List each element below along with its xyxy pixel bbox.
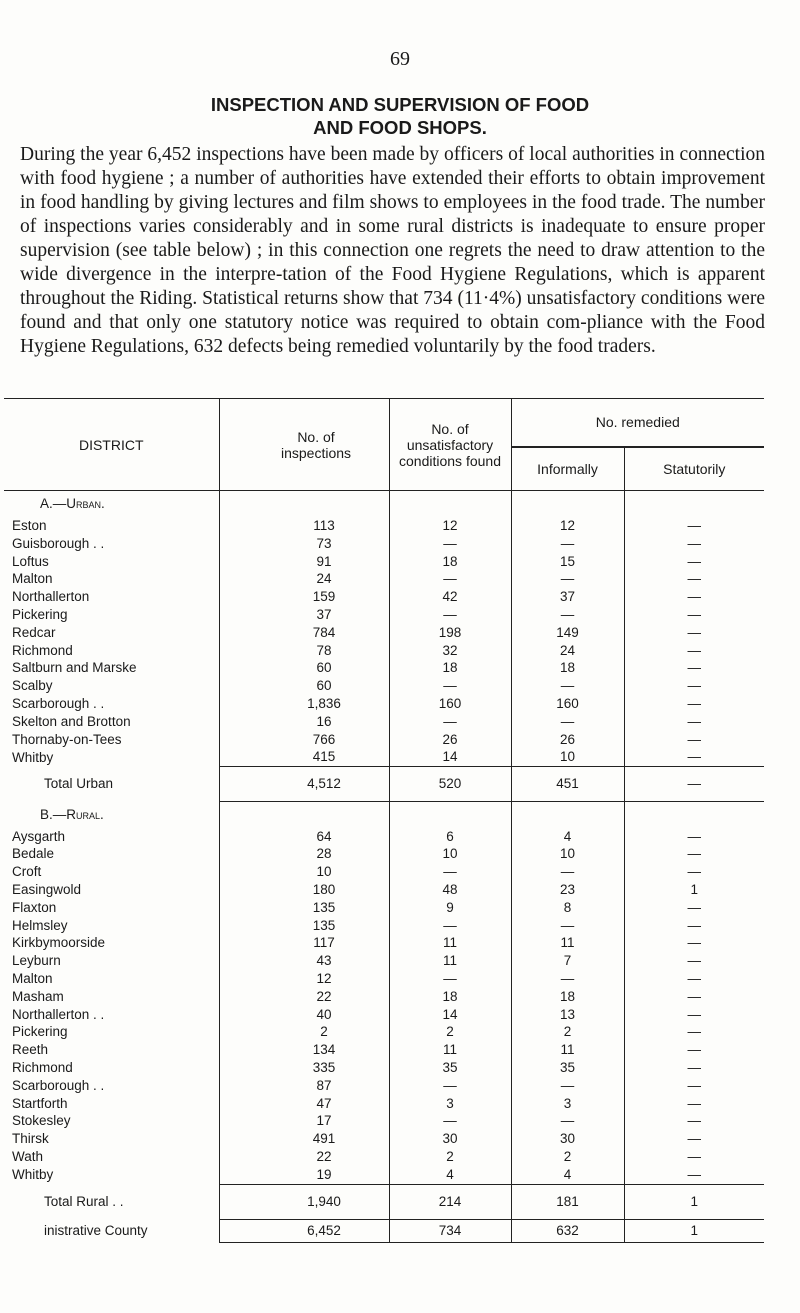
district-name: [4, 1023, 219, 1041]
inspections-cell: 91: [219, 553, 389, 571]
section-rural: [4, 802, 764, 828]
district-name: [4, 606, 219, 624]
total-urban-informally: 451: [511, 767, 624, 802]
inspections-cell: 10: [219, 863, 389, 881]
district-name: [4, 988, 219, 1006]
inspections-cell: 37: [219, 606, 389, 624]
district-label: Easingwold: [12, 882, 82, 898]
statutorily-cell: —: [624, 1166, 764, 1184]
table-row: [4, 1041, 764, 1059]
informally-cell: 15: [511, 553, 624, 571]
unsatisfactory-cell: 35: [389, 1059, 511, 1077]
inspections-cell: 22: [219, 988, 389, 1006]
empty-cell: [219, 802, 389, 828]
district-name: [4, 899, 219, 917]
informally-cell: 11: [511, 934, 624, 952]
district-name: [4, 1059, 219, 1077]
district-name: [4, 642, 219, 660]
district-label: Wath: [12, 1149, 44, 1164]
header-statutorily: Statutorily: [624, 447, 764, 491]
district-label: Scarborough . .: [12, 695, 105, 711]
district-label: Scalby: [12, 678, 53, 694]
district-label: Masham: [12, 988, 64, 1004]
statutorily-cell: —: [624, 553, 764, 571]
informally-cell: 7: [511, 952, 624, 970]
informally-cell: —: [511, 1112, 624, 1130]
inspections-cell: 135: [219, 899, 389, 917]
table-row: [4, 570, 764, 588]
table-row: [4, 1148, 764, 1166]
district-name: [4, 517, 219, 535]
inspections-cell: 60: [219, 677, 389, 695]
district-label: Redcar: [12, 624, 56, 640]
statutorily-cell: —: [624, 642, 764, 660]
district-name: [4, 952, 219, 970]
statutorily-cell: —: [624, 1041, 764, 1059]
district-label: Guisborough . .: [12, 535, 105, 551]
section-urban: [4, 491, 764, 518]
total-urban-statutorily: —: [624, 767, 764, 802]
statutorily-cell: —: [624, 934, 764, 952]
unsatisfactory-cell: 160: [389, 695, 511, 713]
unsatisfactory-cell: 11: [389, 952, 511, 970]
statutorily-cell: —: [624, 1148, 764, 1166]
table-row: [4, 677, 764, 695]
district-label: Saltburn and Marske: [12, 660, 137, 676]
informally-cell: 13: [511, 1006, 624, 1024]
total-county-inspections: 6,452: [219, 1219, 389, 1242]
informally-cell: 2: [511, 1023, 624, 1041]
header-inspections: [219, 399, 389, 491]
table-row: [4, 863, 764, 881]
informally-cell: 18: [511, 659, 624, 677]
district-name: [4, 659, 219, 677]
table-row: [4, 517, 764, 535]
informally-cell: 3: [511, 1095, 624, 1113]
inspections-cell: 16: [219, 713, 389, 731]
table-row: [4, 695, 764, 713]
district-name: [4, 1148, 219, 1166]
title-line-1: INSPECTION AND SUPERVISION OF FOOD: [210, 94, 590, 115]
table-row: [4, 1130, 764, 1148]
table-row: [4, 1112, 764, 1130]
district-name: [4, 677, 219, 695]
district-label: Skelton and Brotton: [12, 713, 131, 729]
inspections-cell: 766: [219, 731, 389, 749]
statutorily-cell: —: [624, 1023, 764, 1041]
district-label: Whitby: [12, 1167, 54, 1183]
district-label: Startforth: [12, 1095, 68, 1111]
unsatisfactory-cell: 198: [389, 624, 511, 642]
statutorily-cell: —: [624, 695, 764, 713]
informally-cell: —: [511, 863, 624, 881]
table-row: [4, 1077, 764, 1095]
district-name: [4, 1041, 219, 1059]
unsatisfactory-cell: —: [389, 713, 511, 731]
table-body: [4, 491, 764, 1243]
district-name: [4, 917, 219, 935]
statutorily-cell: —: [624, 988, 764, 1006]
statutorily-cell: —: [624, 1130, 764, 1148]
intro-paragraph: During the year 6,452 inspections have been made by officers of local authorities in connection with food hygiene ; a number of authorities have extended their efforts to obtain improvement in food handling by giving lectures and film shows to employees in the food trade. The number of inspections varies considerably and in some rural districts is inadequate to ensure proper supervision (see table below) ; in this connection one regrets the need to draw attention to the wide divergence in the interpre-tation of the Food Hygiene Regulations, which is apparent throughout the Riding. Statistical returns show that 734 (11·4%) unsatisfactory conditions were found and that only one statutory notice was required to obtain com-pliance with the Food Hygiene Regulations, 632 defects being remedied voluntarily by the food traders.: [20, 144, 765, 357]
inspections-cell: 47: [219, 1095, 389, 1113]
informally-cell: —: [511, 535, 624, 553]
district-name: [4, 570, 219, 588]
informally-cell: 160: [511, 695, 624, 713]
district-label: Eston: [12, 518, 47, 533]
district-label: Loftus: [12, 553, 49, 569]
inspections-cell: 73: [219, 535, 389, 553]
informally-cell: 4: [511, 828, 624, 846]
district-name: [4, 1095, 219, 1113]
unsatisfactory-cell: 18: [389, 553, 511, 571]
table-row: [4, 899, 764, 917]
table-row: [4, 659, 764, 677]
informally-cell: —: [511, 917, 624, 935]
district-name: [4, 1166, 219, 1184]
district-label: Thornaby-on-Tees: [12, 731, 122, 747]
informally-cell: 8: [511, 899, 624, 917]
table-row: [4, 1006, 764, 1024]
unsatisfactory-cell: 26: [389, 731, 511, 749]
informally-cell: 37: [511, 588, 624, 606]
unsatisfactory-cell: —: [389, 1112, 511, 1130]
informally-cell: —: [511, 713, 624, 731]
unsatisfactory-cell: —: [389, 570, 511, 588]
inspections-cell: 135: [219, 917, 389, 935]
section-urban-label: A.—Urban.: [40, 496, 105, 511]
informally-cell: 4: [511, 1166, 624, 1184]
informally-cell: —: [511, 570, 624, 588]
total-rural-unsatisfactory: 214: [389, 1184, 511, 1219]
empty-cell: [624, 802, 764, 828]
district-label: Thirsk: [12, 1131, 49, 1147]
page-title: [0, 93, 800, 139]
inspections-cell: 117: [219, 934, 389, 952]
district-label: Scarborough . .: [12, 1077, 105, 1093]
unsatisfactory-cell: 18: [389, 988, 511, 1006]
empty-cell: [219, 491, 389, 518]
title-line-2: AND FOOD SHOPS.: [313, 117, 487, 138]
empty-cell: [511, 802, 624, 828]
district-label: Flaxton: [12, 899, 57, 915]
district-name: [4, 934, 219, 952]
district-label: Pickering: [12, 606, 68, 622]
district-name: [4, 553, 219, 571]
statutorily-cell: —: [624, 624, 764, 642]
total-county-unsatisfactory: 734: [389, 1219, 511, 1242]
statutorily-cell: —: [624, 1059, 764, 1077]
informally-cell: 23: [511, 881, 624, 899]
table-row: [4, 1023, 764, 1041]
unsatisfactory-cell: 2: [389, 1023, 511, 1041]
inspections-cell: 24: [219, 570, 389, 588]
unsatisfactory-cell: —: [389, 677, 511, 695]
informally-cell: 10: [511, 845, 624, 863]
header-inspections-text: No. of inspections: [280, 428, 352, 461]
unsatisfactory-cell: —: [389, 917, 511, 935]
informally-cell: 26: [511, 731, 624, 749]
total-rural-label: Total Rural . .: [44, 1193, 124, 1209]
table-row: [4, 588, 764, 606]
inspections-cell: 64: [219, 828, 389, 846]
district-name: [4, 828, 219, 846]
inspections-cell: 2: [219, 1023, 389, 1041]
total-rural-informally: 181: [511, 1184, 624, 1219]
table-row: [4, 624, 764, 642]
header-district: DISTRICT: [4, 399, 219, 491]
table-row: [4, 713, 764, 731]
informally-cell: 149: [511, 624, 624, 642]
unsatisfactory-cell: 3: [389, 1095, 511, 1113]
informally-cell: 10: [511, 748, 624, 766]
district-name: [4, 1006, 219, 1024]
informally-cell: 18: [511, 988, 624, 1006]
inspections-cell: 113: [219, 517, 389, 535]
unsatisfactory-cell: 14: [389, 1006, 511, 1024]
informally-cell: 11: [511, 1041, 624, 1059]
total-county-statutorily: 1: [624, 1219, 764, 1242]
inspections-cell: 60: [219, 659, 389, 677]
table-row: [4, 748, 764, 766]
district-name: [4, 970, 219, 988]
page-number: 69: [390, 48, 410, 70]
total-county: [4, 1219, 764, 1242]
informally-cell: 2: [511, 1148, 624, 1166]
table-row: [4, 731, 764, 749]
district-name: [4, 845, 219, 863]
empty-cell: [624, 491, 764, 518]
unsatisfactory-cell: —: [389, 970, 511, 988]
inspections-cell: 1,836: [219, 695, 389, 713]
unsatisfactory-cell: 12: [389, 517, 511, 535]
informally-cell: —: [511, 970, 624, 988]
statutorily-cell: —: [624, 1112, 764, 1130]
unsatisfactory-cell: 2: [389, 1148, 511, 1166]
district-label: Richmond: [12, 642, 73, 658]
table-row: [4, 1166, 764, 1184]
table-row: [4, 535, 764, 553]
district-label: Stokesley: [12, 1113, 71, 1129]
unsatisfactory-cell: 4: [389, 1166, 511, 1184]
table-row: [4, 642, 764, 660]
district-label: Northallerton: [12, 589, 90, 605]
table-row: [4, 917, 764, 935]
inspections-cell: 78: [219, 642, 389, 660]
table-row: [4, 881, 764, 899]
inspections-cell: 43: [219, 952, 389, 970]
total-county-label: inistrative County: [44, 1222, 148, 1238]
district-label: Kirkbymoorside: [12, 935, 106, 951]
district-label: Reeth: [12, 1042, 49, 1058]
district-name: [4, 731, 219, 749]
district-label: Malton: [12, 571, 53, 587]
statutorily-cell: —: [624, 588, 764, 606]
informally-cell: —: [511, 1077, 624, 1095]
district-label: Malton: [12, 971, 53, 987]
unsatisfactory-cell: 10: [389, 845, 511, 863]
unsatisfactory-cell: 14: [389, 748, 511, 766]
statutorily-cell: —: [624, 677, 764, 695]
header-remedied: No. remedied: [511, 399, 764, 447]
district-label: Aysgarth: [12, 828, 66, 844]
inspections-cell: 22: [219, 1148, 389, 1166]
statutorily-cell: —: [624, 863, 764, 881]
statutorily-cell: —: [624, 1077, 764, 1095]
table-row: [4, 988, 764, 1006]
section-rural-label: B.—Rural.: [40, 806, 104, 822]
total-urban-inspections: 4,512: [219, 767, 389, 802]
district-label: Whitby: [12, 749, 54, 765]
unsatisfactory-cell: 42: [389, 588, 511, 606]
district-name: [4, 695, 219, 713]
district-name: [4, 1130, 219, 1148]
inspections-cell: 415: [219, 748, 389, 766]
inspections-cell: 28: [219, 845, 389, 863]
table-row: [4, 1095, 764, 1113]
inspections-cell: 17: [219, 1112, 389, 1130]
empty-cell: [389, 802, 511, 828]
statutorily-cell: —: [624, 748, 764, 766]
informally-cell: —: [511, 677, 624, 695]
statutorily-cell: —: [624, 713, 764, 731]
district-name: [4, 1077, 219, 1095]
table-row: [4, 934, 764, 952]
table-row: [4, 845, 764, 863]
table-row: [4, 1059, 764, 1077]
statutorily-cell: —: [624, 970, 764, 988]
total-urban-unsatisfactory: 520: [389, 767, 511, 802]
table-row: [4, 970, 764, 988]
statutorily-cell: —: [624, 731, 764, 749]
informally-cell: 12: [511, 517, 624, 535]
statutorily-cell: —: [624, 606, 764, 624]
district-name: [4, 1112, 219, 1130]
inspections-cell: 12: [219, 970, 389, 988]
informally-cell: 35: [511, 1059, 624, 1077]
statutorily-cell: —: [624, 917, 764, 935]
district-name: [4, 748, 219, 766]
statutorily-cell: —: [624, 1095, 764, 1113]
table-row: [4, 606, 764, 624]
district-name: [4, 863, 219, 881]
unsatisfactory-cell: 48: [389, 881, 511, 899]
total-county-informally: 632: [511, 1219, 624, 1242]
total-urban-label: Total Urban: [44, 776, 114, 792]
statutorily-cell: —: [624, 517, 764, 535]
empty-cell: [389, 491, 511, 518]
unsatisfactory-cell: —: [389, 535, 511, 553]
district-name: [4, 881, 219, 899]
district-label: Northallerton . .: [12, 1006, 105, 1022]
inspections-cell: 19: [219, 1166, 389, 1184]
total-rural-statutorily: 1: [624, 1184, 764, 1219]
informally-cell: —: [511, 606, 624, 624]
unsatisfactory-cell: 11: [389, 934, 511, 952]
total-rural: [4, 1184, 764, 1219]
district-name: [4, 713, 219, 731]
inspections-cell: 784: [219, 624, 389, 642]
informally-cell: 30: [511, 1130, 624, 1148]
inspections-cell: 491: [219, 1130, 389, 1148]
district-label: Bedale: [12, 846, 55, 862]
table-row: [4, 828, 764, 846]
inspections-cell: 159: [219, 588, 389, 606]
header-unsatisfactory: [389, 399, 511, 491]
statutorily-cell: —: [624, 828, 764, 846]
inspections-table: [4, 398, 764, 1243]
statutorily-cell: 1: [624, 881, 764, 899]
inspections-cell: 335: [219, 1059, 389, 1077]
table-row: [4, 553, 764, 571]
unsatisfactory-cell: —: [389, 863, 511, 881]
unsatisfactory-cell: 32: [389, 642, 511, 660]
district-name: [4, 535, 219, 553]
district-label: Helmsley: [12, 917, 68, 933]
header-unsatisfactory-text: No. of unsatisfactory conditions found: [399, 420, 501, 469]
total-rural-inspections: 1,940: [219, 1184, 389, 1219]
district-label: Pickering: [12, 1024, 68, 1040]
district-label: Leyburn: [12, 953, 61, 969]
unsatisfactory-cell: 11: [389, 1041, 511, 1059]
empty-cell: [511, 491, 624, 518]
statutorily-cell: —: [624, 952, 764, 970]
statutorily-cell: —: [624, 659, 764, 677]
inspections-cell: 87: [219, 1077, 389, 1095]
table-row: [4, 952, 764, 970]
district-label: Richmond: [12, 1060, 73, 1076]
unsatisfactory-cell: 6: [389, 828, 511, 846]
district-name: [4, 624, 219, 642]
unsatisfactory-cell: 18: [389, 659, 511, 677]
statutorily-cell: —: [624, 845, 764, 863]
inspections-cell: 180: [219, 881, 389, 899]
inspections-cell: 134: [219, 1041, 389, 1059]
statutorily-cell: —: [624, 535, 764, 553]
unsatisfactory-cell: —: [389, 606, 511, 624]
district-label: Croft: [12, 864, 42, 880]
unsatisfactory-cell: 30: [389, 1130, 511, 1148]
statutorily-cell: —: [624, 899, 764, 917]
district-name: [4, 588, 219, 606]
statutorily-cell: —: [624, 1006, 764, 1024]
unsatisfactory-cell: —: [389, 1077, 511, 1095]
header-informally: Informally: [511, 447, 624, 491]
total-urban: [4, 767, 764, 802]
informally-cell: 24: [511, 642, 624, 660]
inspections-cell: 40: [219, 1006, 389, 1024]
unsatisfactory-cell: 9: [389, 899, 511, 917]
statutorily-cell: —: [624, 570, 764, 588]
